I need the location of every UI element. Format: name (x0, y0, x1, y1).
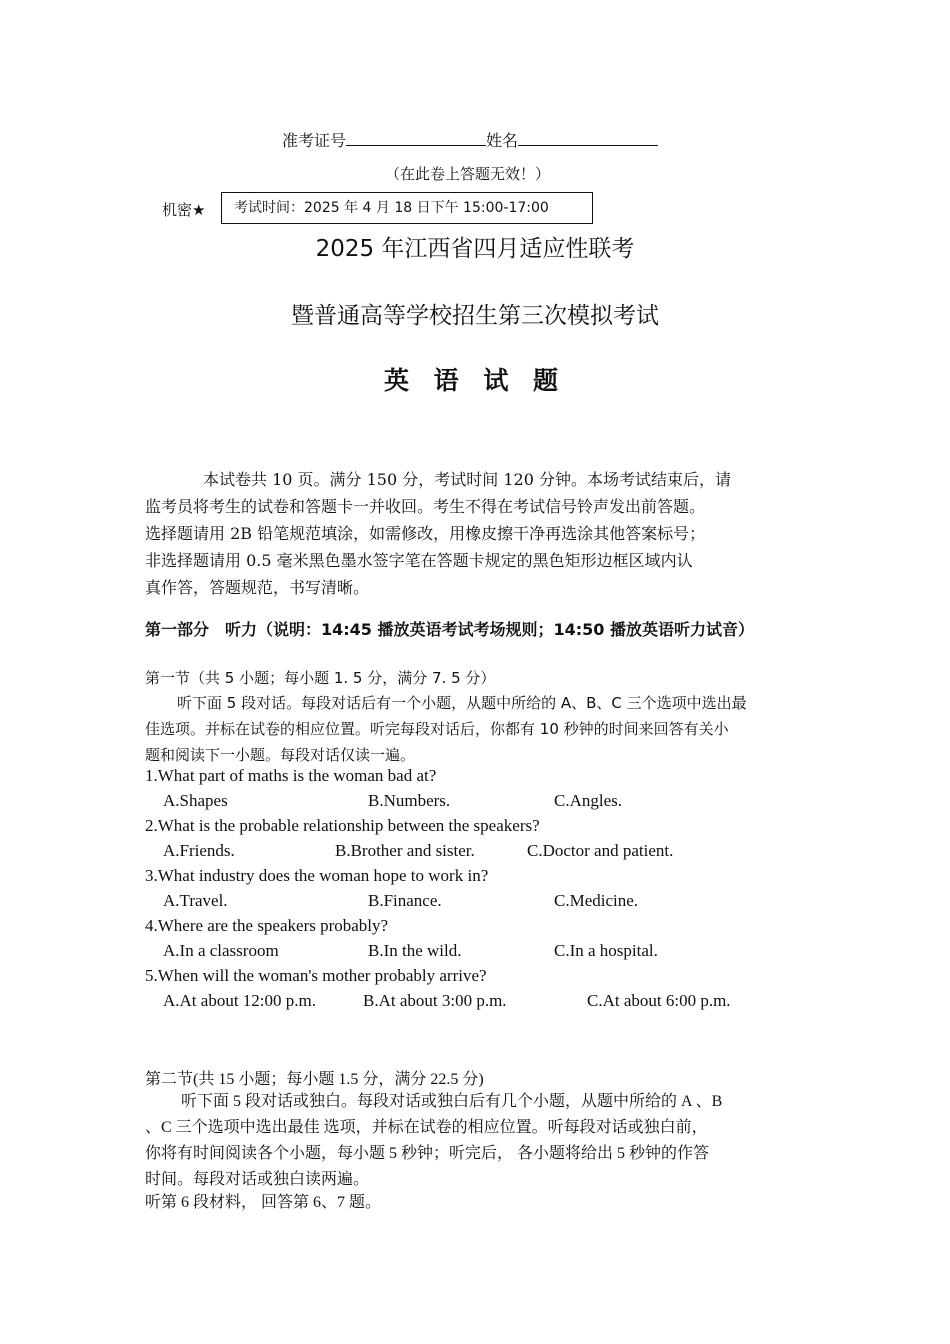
invalid-answer-notice: （在此卷上答题无效！） (385, 165, 551, 183)
instruction-line: 真作答，答题规范，书写清晰。 (145, 578, 370, 597)
instruction-line: 选择题请用 2B 铅笔规范填涂，如需修改，用橡皮擦干净再选涂其他答案标号； (145, 524, 706, 543)
instruction-line: 监考员将考生的试卷和答题卡一并收回。考生不得在考试信号铃声发出前答题。 (145, 497, 706, 516)
instruction-line: 非选择题请用 0.5 毫米黑色墨水签字笔在答题卡规定的黑色矩形边框区域内认 (145, 551, 693, 570)
exam-title: 2025 年江西省四月适应性联考 (315, 236, 635, 262)
option-2a[interactable]: A.Friends. (163, 841, 235, 860)
option-4b[interactable]: B.In the wild. (368, 941, 462, 960)
exam-number-line (282, 128, 658, 151)
exam-number-label: 准考证号 (282, 131, 347, 150)
section2-instruction-line: 、C 三个选项中选出最佳 选项，并标在试卷的相应位置。听每段对话或独白前， (145, 1119, 708, 1136)
option-2c[interactable]: C.Doctor and patient. (527, 841, 674, 860)
option-3b[interactable]: B.Finance. (368, 891, 442, 910)
question-3: 3.What industry does the woman hope to work in? (145, 866, 489, 885)
exam-time-box: 考试时间：2025 年 4 月 18 日下午 15:00-17:00 (221, 192, 593, 224)
question-4: 4.Where are the speakers probably? (145, 916, 389, 935)
question-2: 2.What is the probable relationship between the speakers? (145, 816, 540, 835)
exam-number-blank[interactable] (346, 129, 486, 146)
section2-title: 第二节(共 15 小题；每小题 1.5 分，满分 22.5 分) (145, 1071, 484, 1088)
part1-heading: 第一部分 听力（说明：14:45 播放英语考试考场规则；14:50 播放英语听力试音） (145, 620, 755, 639)
option-5c[interactable]: C.At about 6:00 p.m. (587, 991, 731, 1010)
name-blank[interactable] (518, 129, 658, 146)
section1-title: 第一节（共 5 小题；每小题 1. 5 分，满分 7. 5 分） (145, 669, 496, 687)
section1-instructions (145, 690, 815, 768)
option-4c[interactable]: C.In a hospital. (554, 941, 658, 960)
option-2b[interactable]: B.Brother and sister. (335, 841, 475, 860)
option-1c[interactable]: C.Angles. (554, 791, 622, 810)
exam-subtitle: 暨普通高等学校招生第三次模拟考试 (291, 303, 659, 329)
section2-instructions (145, 1089, 815, 1193)
option-5a[interactable]: A.At about 12:00 p.m. (163, 991, 316, 1010)
option-4a[interactable]: A.In a classroom (163, 941, 279, 960)
section2-instruction-line: 你将有时间阅读各个小题，每小题 5 秒钟；听完后， 各小题将给出 5 秒钟的作答 (145, 1145, 710, 1162)
option-5b[interactable]: B.At about 3:00 p.m. (363, 991, 507, 1010)
option-1a[interactable]: A.Shapes (163, 791, 228, 810)
exam-instructions (145, 466, 825, 601)
section2-instruction-line: 时间。每段对话或独白读两遍。 (145, 1171, 370, 1188)
option-3a[interactable]: A.Travel. (163, 891, 228, 910)
section1-instruction-line: 佳选项。并标在试卷的相应位置。听完每段对话后，你都有 10 秒钟的时间来回答有关小 (145, 720, 729, 738)
subject-title: 英 语 试 题 (383, 366, 567, 395)
question-5: 5.When will the woman's mother probably arrive? (145, 966, 487, 985)
option-1b[interactable]: B.Numbers. (368, 791, 451, 810)
option-3c[interactable]: C.Medicine. (554, 891, 639, 910)
name-label: 姓名 (486, 131, 519, 150)
section1-instruction-line: 听下面 5 段对话。每段对话后有一个小题，从题中所给的 A、B、C 三个选项中选出最 (177, 694, 747, 712)
question-1: 1.What part of maths is the woman bad at? (145, 766, 437, 785)
instruction-line: 本试卷共 10 页。满分 150 分，考试时间 120 分钟。本场考试结束后，请 (203, 470, 731, 489)
secret-label: 机密★ (162, 201, 206, 219)
section2-instruction-line: 听下面 5 段对话或独白。每段对话或独白后有几个小题，从题中所给的 A 、B (181, 1093, 723, 1110)
section1-instruction-line: 题和阅读下一小题。每段对话仅读一遍。 (145, 746, 416, 764)
listen-material-6: 听第 6 段材料， 回答第 6、7 题。 (145, 1194, 382, 1211)
